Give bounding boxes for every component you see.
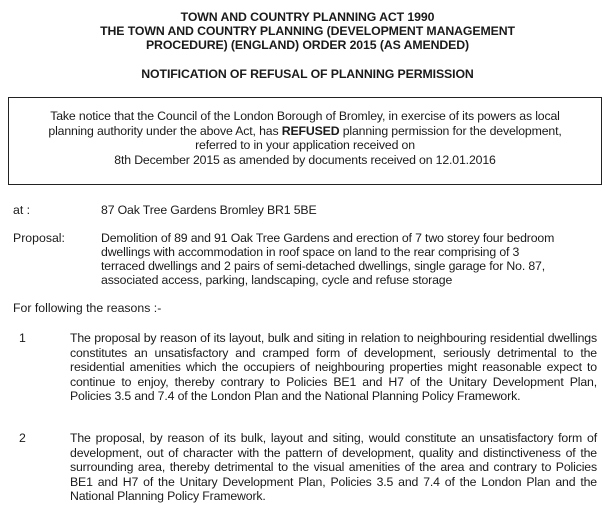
heading-line-order-cont: PROCEDURE) (ENGLAND) ORDER 2015 (AS AMENDED) (145, 38, 470, 52)
refused-emphasis: REFUSED (281, 123, 340, 138)
reason-text: The proposal, by reason of its bulk, layout and siting, would constitute an unsatisfactory form of development, out of character with the pattern of development, quality and distinctiveness of the surrounding area, thereby detrimental to the visual amenities of the area and contrary to Policies BE1 and H7 of the Unitary Development Plan, Policies 3.5 and 7.4 of the London Plan and the National Planning Policy Framework. (70, 431, 597, 504)
notice-line-3: referred to in your application received on (195, 138, 415, 152)
reasons-intro: For following the reasons :- (13, 301, 162, 315)
proposal-line-4: associated access, parking, landscaping, cycle and refuse storage (101, 273, 453, 287)
site-address: 87 Oak Tree Gardens Bromley BR1 5BE (101, 203, 317, 217)
proposal-description (101, 231, 601, 287)
proposal-line-3: terraced dwellings and 2 pairs of semi-detached dwellings, single garage for No. 87, (101, 259, 546, 273)
legislation-heading (0, 10, 615, 52)
notice-box (8, 97, 602, 185)
site-label: at : (13, 203, 31, 217)
notice-line-2-after: planning permission for the development, (339, 123, 562, 138)
reason-number: 2 (19, 431, 26, 445)
proposal-line-2: dwellings with accommodation in roof space on land to the rear comprising of 3 (101, 245, 520, 259)
document-title: NOTIFICATION OF REFUSAL OF PLANNING PERMISSION (141, 67, 474, 81)
proposal-label: Proposal: (13, 231, 65, 245)
notice-line-1: Take notice that the Council of the London Borough of Bromley, in exercise of its powers as local (50, 109, 560, 123)
reason-text: The proposal by reason of its layout, bulk and siting in relation to neighbouring residential dwellings constitutes an unsatisfactory and cramped form of development, seriously detrimental to the residential amenities which the occupiers of neighbouring properties might reasonable expect to continue to enjoy, thereby contrary to Policies BE1 and H7 of the Unitary Development Plan, Policies 3.5 and 7.4 of the London Plan and the National Planning Policy Framework. (70, 331, 597, 404)
notice-line-4: 8th December 2015 as amended by documents received on 12.01.2016 (114, 152, 496, 167)
heading-line-act: TOWN AND COUNTRY PLANNING ACT 1990 (180, 10, 435, 24)
notice-line-2 (9, 124, 601, 139)
notice-line-2-before: planning authority under the above Act, has (48, 123, 282, 138)
heading-line-order: THE TOWN AND COUNTRY PLANNING (DEVELOPMENT MANAGEMENT (100, 24, 515, 38)
proposal-line-1: Demolition of 89 and 91 Oak Tree Gardens and erection of 7 two storey four bedroom (101, 231, 555, 245)
reason-number: 1 (19, 331, 26, 345)
